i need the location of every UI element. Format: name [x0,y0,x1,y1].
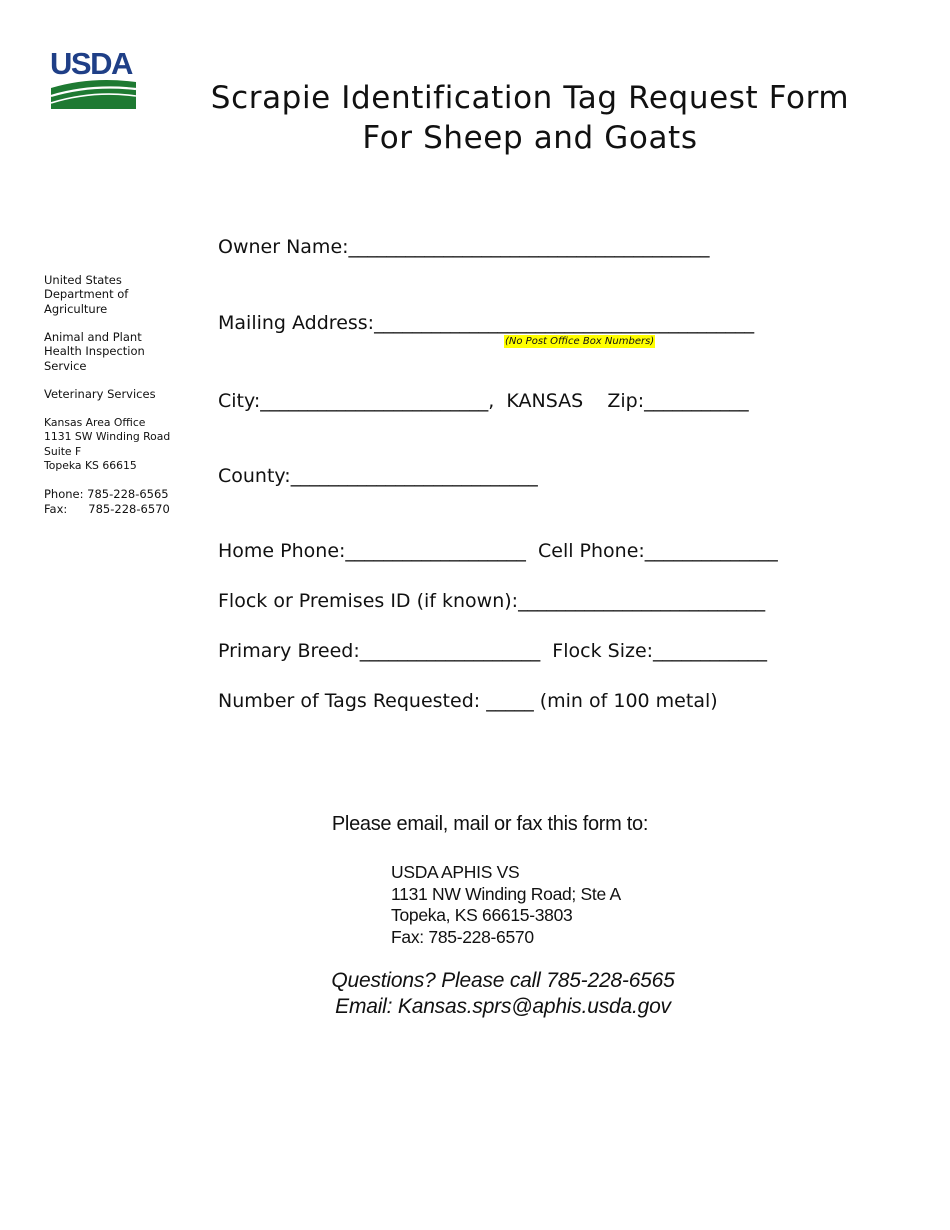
unit-line: Veterinary Services [44,387,156,402]
office-block [44,416,194,473]
agency-sidebar [44,273,194,530]
tags-requested-field[interactable]: Number of Tags Requested: _____ (min of 100 metal) [218,690,718,712]
flock-premises-id-field[interactable]: Flock or Premises ID (if known):__________________________ [218,590,766,612]
fax-number: 785-228-6570 [88,501,170,516]
dept-line: United States [44,273,122,287]
unit-block [44,387,194,401]
phone-number: 785-228-6565 [87,487,169,502]
address-line: USDA APHIS VS [391,862,520,882]
dept-line: Agriculture [44,301,108,316]
questions-block [0,968,950,1020]
form-title-line-2: For Sheep and Goats [362,120,698,156]
fax-line [44,502,194,516]
questions-email: Email: Kansas.sprs@aphis.usda.gov [335,995,671,1018]
po-box-note: (No Post Office Box Numbers) [505,336,655,347]
breed-flock-size-fields[interactable]: Primary Breed:___________________ Flock Size:____________ [218,640,768,662]
service-block [44,330,194,373]
office-line: Kansas Area Office [44,415,146,429]
phone-label: Phone: [44,487,84,502]
form-title-line-1: Scrapie Identification Tag Request Form [210,80,850,116]
questions-phone: Questions? Please call 785-228-6565 [331,969,675,992]
phone-line [44,487,194,501]
office-line: Suite F [44,444,82,458]
usda-logo [50,48,136,110]
office-line: 1131 SW Winding Road [44,430,171,444]
owner-name-field[interactable]: Owner Name:______________________________________ [218,236,710,258]
address-line: Topeka, KS 66615-3803 [391,905,573,925]
contact-block [44,487,194,516]
service-line: Animal and Plant [44,330,142,345]
office-line: Topeka KS 66615 [44,458,137,472]
form-title [200,78,860,158]
phone-fields[interactable]: Home Phone:___________________ Cell Phone:______________ [218,540,778,562]
service-line: Health Inspection [44,344,145,359]
city-zip-field[interactable]: City:________________________, KANSAS Zip:___________ [218,390,749,412]
usda-landscape-icon [51,78,136,109]
address-line: Fax: 785-228-6570 [391,926,534,947]
address-line: 1131 NW Winding Road; Ste A [391,883,621,904]
send-instructions: Please email, mail or fax this form to: [331,813,649,835]
fax-label: Fax: [44,501,68,516]
department-block [44,273,194,316]
dept-line: Department of [44,287,129,302]
mailing-address-field[interactable]: Mailing Address:________________________________________ [218,312,755,334]
usda-wordmark: USDA [50,46,132,81]
service-line: Service [44,358,87,373]
county-field[interactable]: County:__________________________ [218,465,538,487]
mailing-address-block [391,862,621,948]
